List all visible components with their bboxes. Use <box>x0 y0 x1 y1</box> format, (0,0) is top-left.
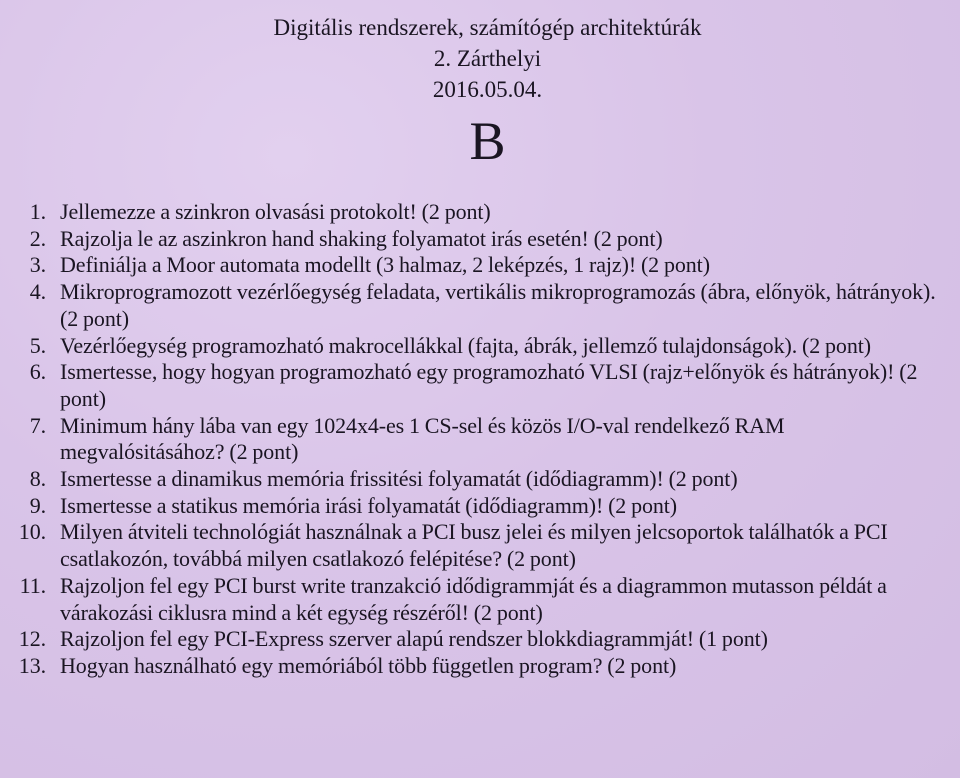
question-number: 2. <box>29 225 46 251</box>
question-item <box>0 226 960 253</box>
question-number: 1. <box>29 199 46 224</box>
course-title: Digitális rendszerek, számítógép architektúrák <box>273 15 702 40</box>
question-item <box>0 413 960 466</box>
exam-date: 2016.05.04. <box>432 77 543 102</box>
question-text: Jellemezze a szinkron olvasási protokolt! (2 pont) <box>60 199 491 224</box>
question-number: 11. <box>19 572 46 598</box>
question-item <box>0 359 960 412</box>
question-item <box>0 653 960 680</box>
question-item <box>0 333 960 360</box>
question-number: 4. <box>29 279 46 305</box>
question-number: 3. <box>29 252 46 278</box>
exam-header <box>0 12 960 171</box>
question-text: Rajzoljon fel egy PCI burst write tranzakció idődigrammját és a diagrammon mutasson példát a várakozási ciklusra mind a két egység részéről! (2 pont) <box>60 572 887 625</box>
question-text: Ismertesse, hogy hogyan programozható egy programozható VLSI (rajz+előnyök és hátrányok)! (2 pont) <box>60 359 918 411</box>
question-item <box>0 466 960 493</box>
question-text: Mikroprogramozott vezérlőegység feladata, vertikális mikroprogramozás (ábra, előnyök, hátrányok). (2 pont) <box>60 279 936 331</box>
question-list <box>0 199 960 680</box>
question-number: 13. <box>18 652 46 678</box>
question-number: 7. <box>29 412 46 438</box>
question-number: 10. <box>18 519 46 545</box>
question-number: 6. <box>29 359 46 385</box>
exam-variant: B <box>469 111 506 171</box>
question-text: Ismertesse a dinamikus memória frissitési folyamatát (idődiagramm)! (2 pont) <box>60 466 738 492</box>
question-text: Hogyan használható egy memóriából több független program? (2 pont) <box>60 652 677 678</box>
question-text: Vezérlőegység programozható makrocellákkal (fajta, ábrák, jellemző tulajdonságok). (2 pont) <box>60 332 871 358</box>
question-number: 5. <box>29 332 46 358</box>
question-text: Rajzoljon fel egy PCI-Express szerver alapú rendszer blokkdiagrammját! (1 pont) <box>60 626 768 652</box>
question-text: Rajzolja le az aszinkron hand shaking folyamatot irás esetén! (2 pont) <box>60 225 663 251</box>
question-item <box>0 252 960 279</box>
question-text: Milyen átviteli technológiát használnak a PCI busz jelei és milyen jelcsoportok találhatók a PCI csatlakozón, továbbá milyen csatlakozó felépitése? (2 pont) <box>60 519 888 572</box>
question-item <box>0 493 960 520</box>
question-item <box>0 519 960 572</box>
question-number: 8. <box>29 466 46 492</box>
question-item <box>0 199 960 226</box>
question-item <box>0 573 960 626</box>
question-text: Ismertesse a statikus memória irási folyamatát (idődiagramm)! (2 pont) <box>60 492 678 518</box>
question-number: 12. <box>18 626 46 652</box>
question-text: Minimum hány lába van egy 1024x4-es 1 CS-sel és közös I/O-val rendelkező RAM megvalósitásához? (2 pont) <box>60 412 785 465</box>
question-item <box>0 279 960 332</box>
question-item <box>0 626 960 653</box>
question-number: 9. <box>29 492 46 518</box>
question-text: Definiálja a Moor automata modellt (3 halmaz, 2 leképzés, 1 rajz)! (2 pont) <box>60 252 710 278</box>
exam-title: 2. Zárthelyi <box>433 46 542 71</box>
